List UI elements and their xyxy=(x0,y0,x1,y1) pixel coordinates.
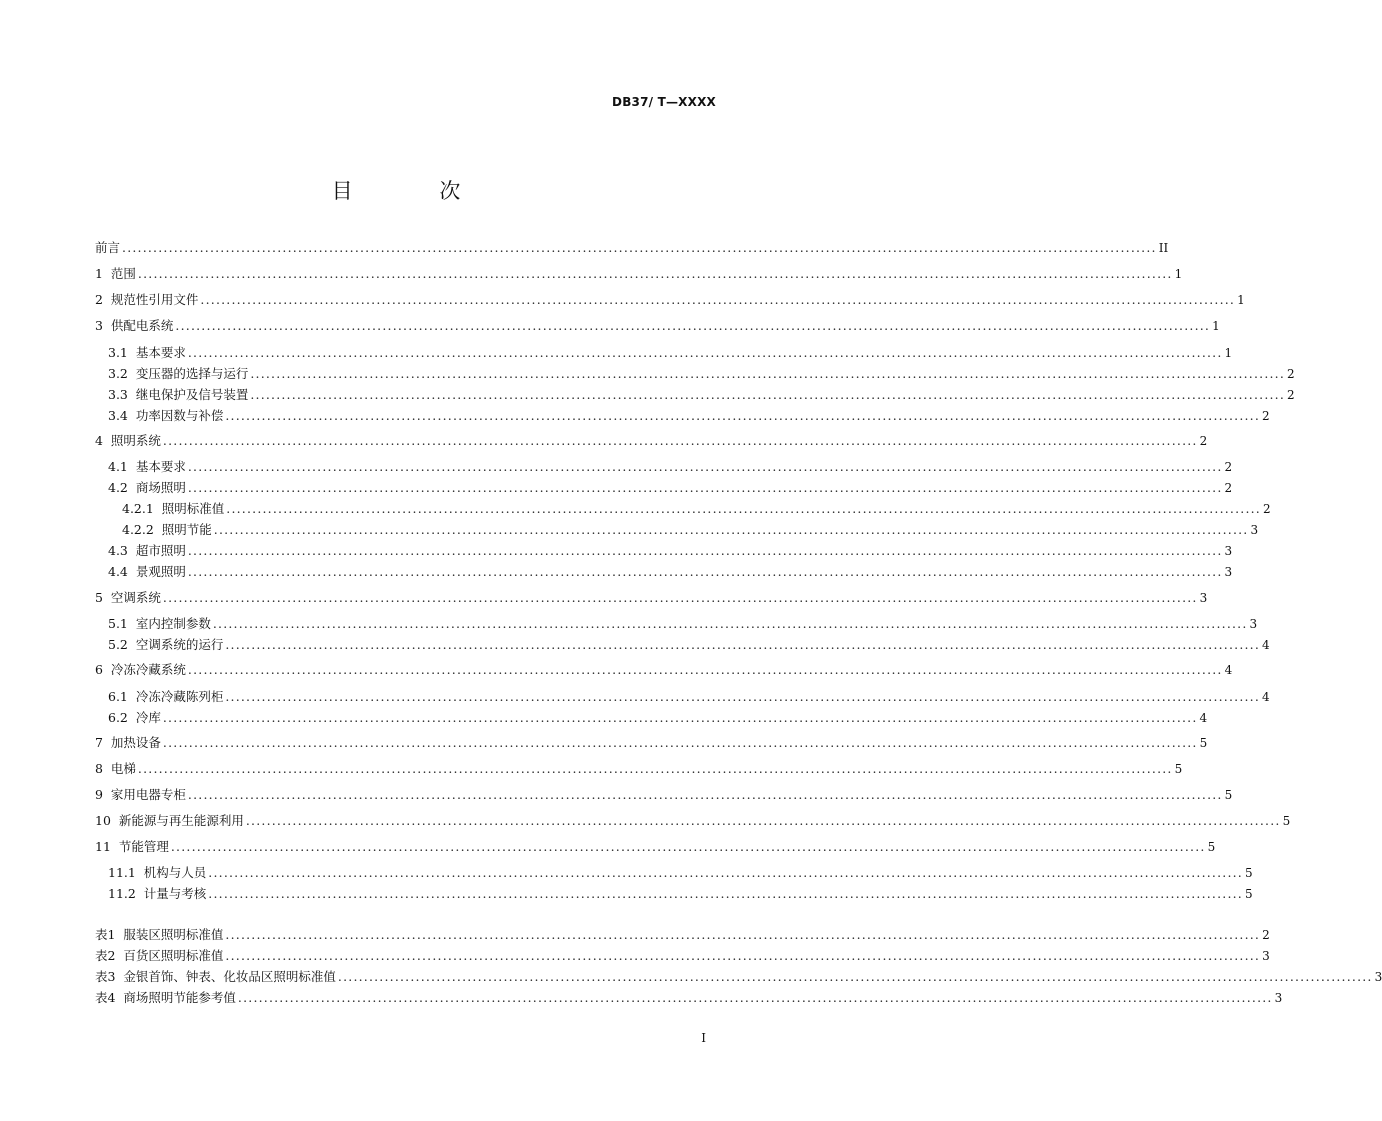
toc-entry-page: 2 xyxy=(1224,460,1233,474)
page-title: 目 次 xyxy=(331,179,501,203)
toc-entry-number: 3.1 xyxy=(108,345,136,360)
toc-entry[interactable] xyxy=(95,947,1270,965)
toc-entry[interactable] xyxy=(108,563,1233,581)
toc-entry-number: 3.4 xyxy=(108,408,136,423)
toc-entry[interactable] xyxy=(108,407,1270,425)
toc-entry-number: 4.4 xyxy=(108,564,136,579)
toc-entry-page: 3 xyxy=(1224,544,1233,558)
toc-entry-label: 百货区照明标准值 xyxy=(123,948,224,963)
toc-entry-label: 超市照明 xyxy=(135,543,186,558)
toc-entry-label: 新能源与再生能源利用 xyxy=(118,813,244,828)
toc-entry-label: 加热设备 xyxy=(110,735,161,750)
toc-dot-leader: ........................................................................................................................................................................................................ xyxy=(170,839,1206,854)
toc-entry-number: 表1 xyxy=(95,927,124,942)
toc-dot-leader: ........................................................................................................................................................................................................ xyxy=(337,969,1373,984)
toc-dot-leader: ........................................................................................................................................................................................................ xyxy=(225,408,1261,423)
toc-entry-number: 4.2.2 xyxy=(122,522,162,537)
toc-dot-leader: ........................................................................................................................................................................................................ xyxy=(137,266,1173,281)
toc-entry[interactable] xyxy=(95,989,1283,1007)
toc-dot-leader: ........................................................................................................................................................................................................ xyxy=(212,616,1248,631)
toc-entry-label: 室内控制参数 xyxy=(135,616,211,631)
toc-entry[interactable] xyxy=(95,968,1382,986)
toc-entry-label: 基本要求 xyxy=(135,459,186,474)
toc-entry[interactable] xyxy=(95,926,1270,944)
toc-entry-page: 5 xyxy=(1244,887,1253,901)
toc-entry-label: 商场照明节能参考值 xyxy=(123,990,236,1005)
toc-entry-page: 5 xyxy=(1282,814,1291,828)
toc-entry[interactable] xyxy=(95,760,1183,778)
toc-entry-label: 变压器的选择与运行 xyxy=(135,366,249,381)
toc-entry[interactable] xyxy=(122,521,1259,539)
toc-dot-leader: ........................................................................................................................................................................................................ xyxy=(200,292,1236,307)
toc-entry-page: 2 xyxy=(1262,928,1270,942)
toc-entry[interactable] xyxy=(108,344,1233,362)
toc-entry-page: 2 xyxy=(1262,409,1270,423)
toc-entry[interactable] xyxy=(108,479,1233,497)
toc-entry-page: 3 xyxy=(1274,991,1283,1005)
toc-entry-page: 3 xyxy=(1224,565,1233,579)
toc-dot-leader: ........................................................................................................................................................................................................ xyxy=(225,689,1261,704)
toc-entry-page: 1 xyxy=(1174,267,1183,281)
toc-entry-number: 4.1 xyxy=(108,459,136,474)
page-number: I xyxy=(701,1031,706,1045)
toc-entry-number: 6.1 xyxy=(108,689,136,704)
toc-entry-label: 电梯 xyxy=(110,761,136,776)
toc-entry[interactable] xyxy=(108,864,1253,882)
toc-dot-leader: ........................................................................................................................................................................................................ xyxy=(162,590,1198,605)
toc-entry-number: 11.2 xyxy=(108,886,144,901)
toc-entry[interactable] xyxy=(95,838,1216,856)
toc-entry-label: 家用电器专柜 xyxy=(110,787,186,802)
toc-entry-number: 1 xyxy=(95,266,111,281)
toc-entry-label: 基本要求 xyxy=(135,345,186,360)
toc-dot-leader: ........................................................................................................................................................................................................ xyxy=(187,480,1223,495)
toc-entry-page: 2 xyxy=(1287,388,1295,402)
toc-dot-leader: ........................................................................................................................................................................................................ xyxy=(208,865,1243,880)
toc-entry-number: 7 xyxy=(95,735,111,750)
toc-entry-label: 继电保护及信号装置 xyxy=(135,387,249,402)
toc-dot-leader: ........................................................................................................................................................................................................ xyxy=(162,735,1198,750)
toc-entry[interactable] xyxy=(95,239,1169,257)
toc-dot-leader: ........................................................................................................................................................................................................ xyxy=(225,637,1261,652)
toc-entry-number: 4.2 xyxy=(108,480,136,495)
toc-entry-page: 5 xyxy=(1199,736,1208,750)
toc-entry-number: 4 xyxy=(95,433,111,448)
toc-dot-leader: ........................................................................................................................................................................................................ xyxy=(162,433,1198,448)
toc-entry-label: 节能管理 xyxy=(118,839,169,854)
toc-entry-label: 冷库 xyxy=(135,710,161,725)
toc-entry-page: 1 xyxy=(1237,293,1245,307)
toc-entry[interactable] xyxy=(95,291,1245,309)
toc-entry-page: 4 xyxy=(1224,663,1233,677)
toc-entry[interactable] xyxy=(95,265,1183,283)
toc-entry-page: 3 xyxy=(1250,523,1259,537)
toc-entry[interactable] xyxy=(95,661,1233,679)
toc-entry-label: 照明节能 xyxy=(161,522,212,537)
toc-entry-number: 4.2.1 xyxy=(122,501,162,516)
toc-entry-label: 商场照明 xyxy=(135,480,186,495)
toc-entry[interactable] xyxy=(95,589,1208,607)
toc-entry-page: 1 xyxy=(1212,319,1220,333)
toc-entry-label: 景观照明 xyxy=(135,564,186,579)
toc-entry-page: 4 xyxy=(1199,711,1208,725)
toc-entry-label: 照明系统 xyxy=(110,433,161,448)
toc-entry[interactable] xyxy=(95,317,1220,335)
toc-dot-leader: ........................................................................................................................................................................................................ xyxy=(187,543,1223,558)
toc-entry[interactable] xyxy=(108,709,1208,727)
toc-entry[interactable] xyxy=(95,812,1291,830)
toc-dot-leader: ........................................................................................................................................................................................................ xyxy=(250,366,1286,381)
toc-entry-number: 表3 xyxy=(95,969,124,984)
toc-entry-page: 3 xyxy=(1262,949,1270,963)
toc-entry-number: 表2 xyxy=(95,948,124,963)
toc-entry-label: 机构与人员 xyxy=(143,865,207,880)
toc-entry-number: 11 xyxy=(95,839,119,854)
toc-entry-page: 5 xyxy=(1207,840,1216,854)
toc-entry[interactable] xyxy=(95,432,1208,450)
toc-entry-page: 5 xyxy=(1174,762,1183,776)
toc-entry-page: 3 xyxy=(1374,970,1382,984)
toc-entry-number: 6.2 xyxy=(108,710,136,725)
toc-dot-leader: ........................................................................................................................................................................................................ xyxy=(187,564,1223,579)
toc-entry[interactable] xyxy=(108,636,1270,654)
toc-dot-leader: ........................................................................................................................................................................................................ xyxy=(237,990,1273,1005)
toc-entry-number: 3.3 xyxy=(108,387,136,402)
toc-entry[interactable] xyxy=(108,688,1270,706)
toc-entry[interactable] xyxy=(95,786,1233,804)
toc-entry-number: 3 xyxy=(95,318,111,333)
toc-entry[interactable] xyxy=(95,734,1208,752)
toc-entry-label: 空调系统 xyxy=(110,590,161,605)
toc-entry-number: 9 xyxy=(95,787,111,802)
toc-dot-leader: ........................................................................................................................................................................................................ xyxy=(162,710,1198,725)
toc-entry[interactable] xyxy=(108,885,1253,903)
toc-entry-number: 5.2 xyxy=(108,637,136,652)
toc-entry-page: 3 xyxy=(1249,617,1258,631)
toc-entry-page: 5 xyxy=(1244,866,1253,880)
toc-entry-page: 2 xyxy=(1262,502,1271,516)
toc-entry-number: 11.1 xyxy=(108,865,144,880)
toc-entry-number: 8 xyxy=(95,761,111,776)
toc-entry-page: 2 xyxy=(1199,434,1208,448)
toc-entry-number: 5.1 xyxy=(108,616,136,631)
toc-dot-leader: ........................................................................................................................................................................................................ xyxy=(245,813,1281,828)
toc-entry-number: 4.3 xyxy=(108,543,136,558)
document-code: DB37/ T—XXXX xyxy=(612,95,716,109)
toc-entry-number: 6 xyxy=(95,662,111,677)
toc-entry-page: 1 xyxy=(1224,346,1233,360)
toc-entry-label: 金银首饰、钟表、化妆品区照明标准值 xyxy=(123,969,336,984)
toc-entry-number: 10 xyxy=(95,813,119,828)
toc-dot-leader: ........................................................................................................................................................................................................ xyxy=(250,387,1286,402)
toc-entry-label: 服装区照明标准值 xyxy=(123,927,224,942)
toc-entry-label: 前言 xyxy=(95,240,121,255)
toc-entry-label: 规范性引用文件 xyxy=(110,292,199,307)
toc-entry-label: 范围 xyxy=(110,266,136,281)
toc-entry-page: 3 xyxy=(1199,591,1208,605)
toc-dot-leader: ........................................................................................................................................................................................................ xyxy=(225,948,1261,963)
toc-entry[interactable] xyxy=(108,615,1258,633)
toc-entry-page: 2 xyxy=(1287,367,1295,381)
toc-dot-leader: ........................................................................................................................................................................................................ xyxy=(187,787,1223,802)
toc-entry-number: 2 xyxy=(95,292,111,307)
toc-dot-leader: ........................................................................................................................................................................................................ xyxy=(225,927,1261,942)
toc-entry-label: 计量与考核 xyxy=(143,886,207,901)
toc-entry-page: 2 xyxy=(1224,481,1233,495)
toc-entry-number: 表4 xyxy=(95,990,124,1005)
toc-dot-leader: ........................................................................................................................................................................................................ xyxy=(187,345,1223,360)
toc-entry[interactable] xyxy=(108,542,1233,560)
toc-entry[interactable] xyxy=(122,500,1271,518)
toc-entry-number: 3.2 xyxy=(108,366,136,381)
toc-entry-page: 4 xyxy=(1262,638,1270,652)
toc-entry-label: 照明标准值 xyxy=(161,501,225,516)
toc-entry[interactable] xyxy=(108,458,1233,476)
toc-entry[interactable] xyxy=(108,365,1295,383)
toc-dot-leader: ........................................................................................................................................................................................................ xyxy=(208,886,1243,901)
toc-entry-page: 5 xyxy=(1224,788,1233,802)
toc-dot-leader: ........................................................................................................................................................................................................ xyxy=(213,522,1249,537)
toc-dot-leader: ........................................................................................................................................................................................................ xyxy=(187,459,1223,474)
toc-entry-label: 冷冻冷藏系统 xyxy=(110,662,186,677)
toc-dot-leader: ........................................................................................................................................................................................................ xyxy=(175,318,1211,333)
toc-dot-leader: ........................................................................................................................................................................................................ xyxy=(226,501,1261,516)
toc-entry-page: 4 xyxy=(1262,690,1270,704)
toc-entry-label: 空调系统的运行 xyxy=(135,637,224,652)
toc-entry[interactable] xyxy=(108,386,1295,404)
toc-entry-label: 功率因数与补偿 xyxy=(135,408,224,423)
toc-dot-leader: ........................................................................................................................................................................................................ xyxy=(122,240,1157,255)
toc-entry-label: 供配电系统 xyxy=(110,318,174,333)
toc-dot-leader: ........................................................................................................................................................................................................ xyxy=(187,662,1223,677)
toc-entry-number: 5 xyxy=(95,590,111,605)
toc-dot-leader: ........................................................................................................................................................................................................ xyxy=(137,761,1173,776)
toc-entry-page: II xyxy=(1158,241,1169,255)
toc-entry-label: 冷冻冷藏陈列柜 xyxy=(135,689,224,704)
